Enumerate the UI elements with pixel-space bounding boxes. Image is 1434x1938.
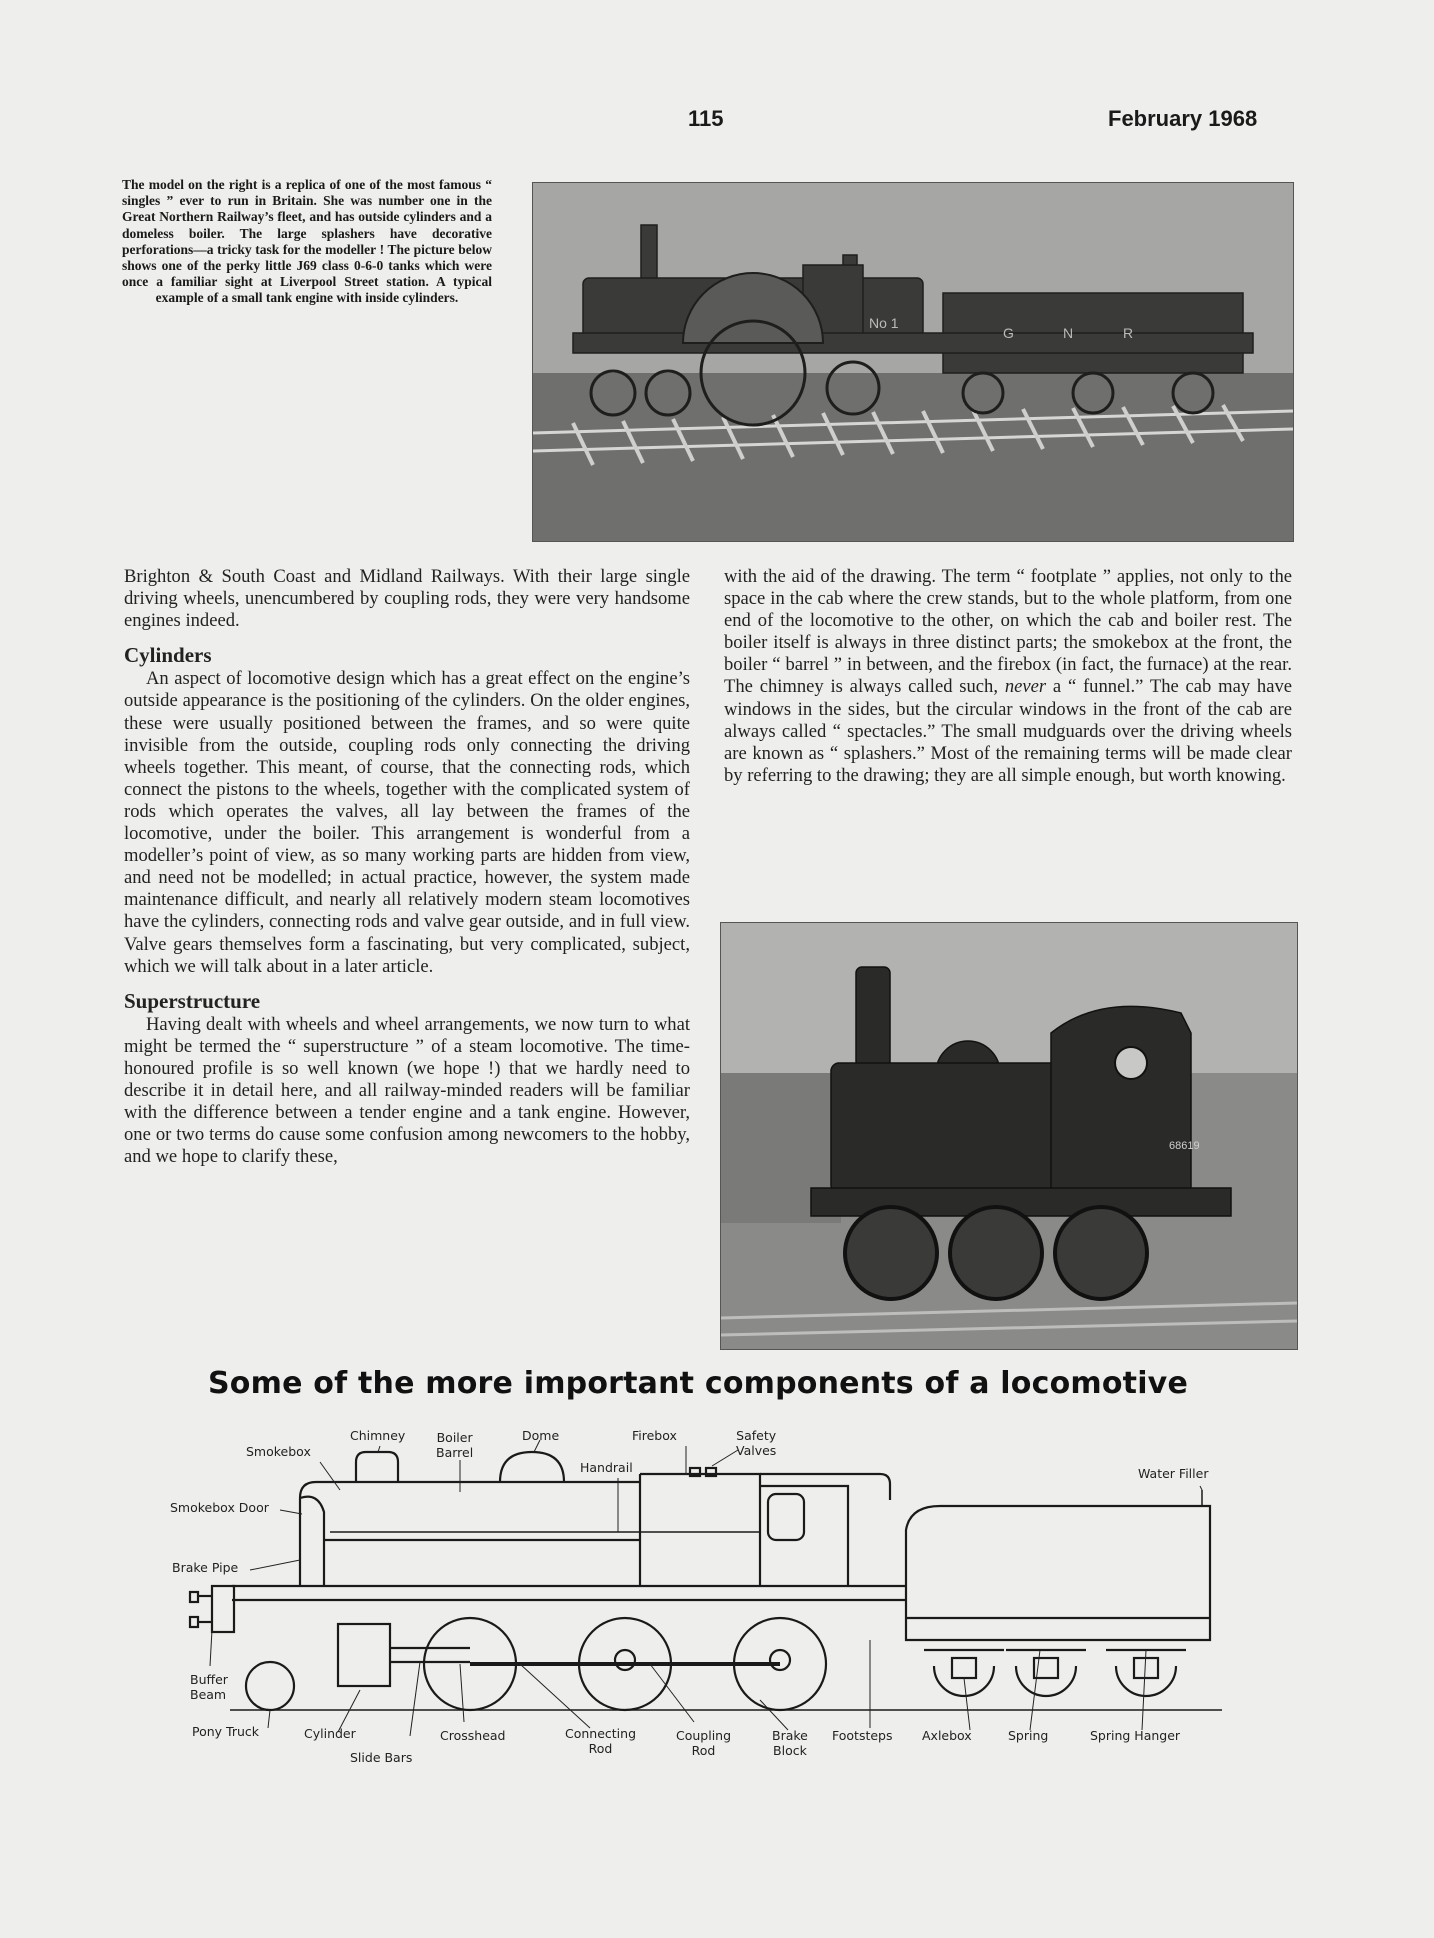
label-cylinder: Cylinder bbox=[304, 1726, 356, 1741]
label-axlebox: Axlebox bbox=[922, 1728, 972, 1743]
label-coupling-rod-word: Rod bbox=[691, 1743, 716, 1758]
tender-body bbox=[906, 1506, 1210, 1640]
right-text-part-2: a “ funnel.” The cab may have windows in the sides, but the circular windows in the front of the cab are always called “ spectacles.” The small mudguards over the driving wheels are known as “ splashers.” Most of the remaining terms will be made clear by referring to the drawing; they are all simple enough, but worth knowing. bbox=[724, 676, 1293, 786]
heading-superstructure: Superstructure bbox=[124, 988, 261, 1013]
cab-window bbox=[768, 1494, 804, 1540]
label-block: Block bbox=[773, 1743, 807, 1758]
chimney-outline bbox=[356, 1452, 398, 1482]
heading-cylinders: Cylinders bbox=[124, 643, 212, 668]
label-boiler-barrel bbox=[436, 1430, 473, 1460]
label-firebox: Firebox bbox=[632, 1428, 677, 1443]
label-spring: Spring bbox=[1008, 1728, 1049, 1743]
label-brake-block bbox=[772, 1728, 808, 1758]
superstructure-paragraph: Having dealt with wheels and wheel arrangements, we now turn to what might be termed the “ superstructure ” of a steam locomotive. The time-honoured profile is so well known (we hope !) that we hardly need to describe it in detail here, and all railway-minded readers will be familiar with the difference between a tender engine and a tank engine. However, one or two terms do cause some confusion among newcomers to the hobby, and we hope to clarify these, bbox=[124, 1013, 690, 1168]
engine-number-68619: 68619 bbox=[1169, 1140, 1200, 1152]
label-barrel: Barrel bbox=[436, 1445, 474, 1460]
label-smokebox-door: Smokebox Door bbox=[170, 1500, 269, 1515]
buffer-beam bbox=[212, 1586, 234, 1632]
label-pony-truck: Pony Truck bbox=[192, 1724, 260, 1739]
axlebox bbox=[952, 1658, 976, 1678]
label-dome: Dome bbox=[522, 1428, 560, 1443]
tender-wheel bbox=[1116, 1666, 1176, 1696]
label-chimney: Chimney bbox=[350, 1428, 406, 1443]
page-number: 115 bbox=[688, 106, 724, 131]
label-safety-valves bbox=[736, 1428, 776, 1458]
photo-caption: The model on the right is a replica of one of the most famous “ singles ” ever to run in Britain. She was number one in the Great Northern Railway’s fleet, and has outside cylinders and a domeless boiler. The large splashers have decorative perforations—a tricky task for the modeller ! The picture below shows one of the perky little J69 class 0-6-0 tanks which were once a familiar sight at Liverpool Street station. A typical example of a small tank engine with inside cylinders. bbox=[122, 177, 492, 306]
right-text-part-1: with the aid of the drawing. The term “ footplate ” applies, not only to the space in the cab where the crew stands, but to the whole platform, from one end of the locomotive to the other, on which the cab and boiler rest. The boiler itself is always in three distinct parts; the smokebox at the front, the boiler “ barrel ” in between, and the firebox (in fact, the furnace) at the rear. The chimney is always called such, bbox=[724, 566, 1292, 698]
label-connecting: Connecting bbox=[565, 1726, 637, 1741]
tender-letter-g: G bbox=[1003, 325, 1014, 341]
label-crosshead: Crosshead bbox=[440, 1728, 506, 1743]
label-handrail: Handrail bbox=[580, 1460, 633, 1475]
engine-number-plate: No 1 bbox=[869, 315, 899, 331]
diagram-title: Some of the more important components of a locomotive bbox=[208, 1366, 1188, 1401]
label-brake: Brake bbox=[772, 1728, 808, 1743]
label-coupling: Coupling bbox=[676, 1728, 732, 1743]
label-valves: Valves bbox=[736, 1443, 777, 1458]
label-boiler: Boiler bbox=[436, 1430, 473, 1445]
smokebox-door-outline bbox=[300, 1497, 324, 1586]
label-slide-bars: Slide Bars bbox=[350, 1750, 413, 1765]
label-buffer-beam bbox=[190, 1672, 228, 1702]
label-water-filler: Water Filler bbox=[1138, 1466, 1209, 1481]
label-safety: Safety bbox=[736, 1428, 777, 1443]
label-footsteps: Footsteps bbox=[832, 1728, 893, 1743]
tender-letter-r: R bbox=[1123, 325, 1134, 341]
label-spring-hanger: Spring Hanger bbox=[1090, 1728, 1181, 1743]
dome-outline bbox=[500, 1452, 564, 1482]
label-smokebox: Smokebox bbox=[246, 1444, 311, 1459]
pony-truck-wheel bbox=[246, 1662, 294, 1710]
tender-letter-n: N bbox=[1063, 325, 1074, 341]
label-connecting-rod-word: Rod bbox=[588, 1741, 613, 1756]
tender-wheel bbox=[1016, 1666, 1076, 1696]
label-coupling-rod bbox=[676, 1728, 731, 1758]
emphasis-never: never bbox=[1004, 676, 1047, 698]
label-beam: Beam bbox=[190, 1687, 227, 1702]
firebox-outline bbox=[640, 1474, 760, 1586]
cylinder-outline bbox=[338, 1624, 390, 1686]
cylinders-paragraph: An aspect of locomotive design which has a great effect on the engine’s outside appearance is the positioning of the cylinders. On the older engines, these were usually positioned between the frames, and so were quite invisible from the outside, coupling rods only connecting the driving wheels together. This meant, of course, that the connecting rods, which connect the pistons to the wheels, together with the complicated system of rods which operates the valves, all lay between the frames of the locomotive, under the boiler. This arrangement is wonderful from a modeller’s point of view, as so many working parts are hidden from view, and need not be modelled; in actual practice, however, the system made maintenance difficult, and nearly all relatively modern steam locomotives have the cylinders, connecting rods and valve gear outside, and in full view. Valve gears themselves form a fascinating, but very complicated, subject, which we will talk about in a later article. bbox=[124, 668, 690, 977]
issue-date: February 1968 bbox=[1108, 106, 1258, 131]
label-buffer: Buffer bbox=[190, 1672, 228, 1687]
leader-lines bbox=[210, 1440, 1202, 1736]
label-connecting-rod bbox=[565, 1726, 636, 1756]
left-intro-paragraph: Brighton & South Coast and Midland Railways. With their large single driving wheels, unencumbered by coupling rods, they were very handsome engines indeed. bbox=[124, 566, 690, 632]
label-brake-pipe: Brake Pipe bbox=[172, 1560, 239, 1575]
